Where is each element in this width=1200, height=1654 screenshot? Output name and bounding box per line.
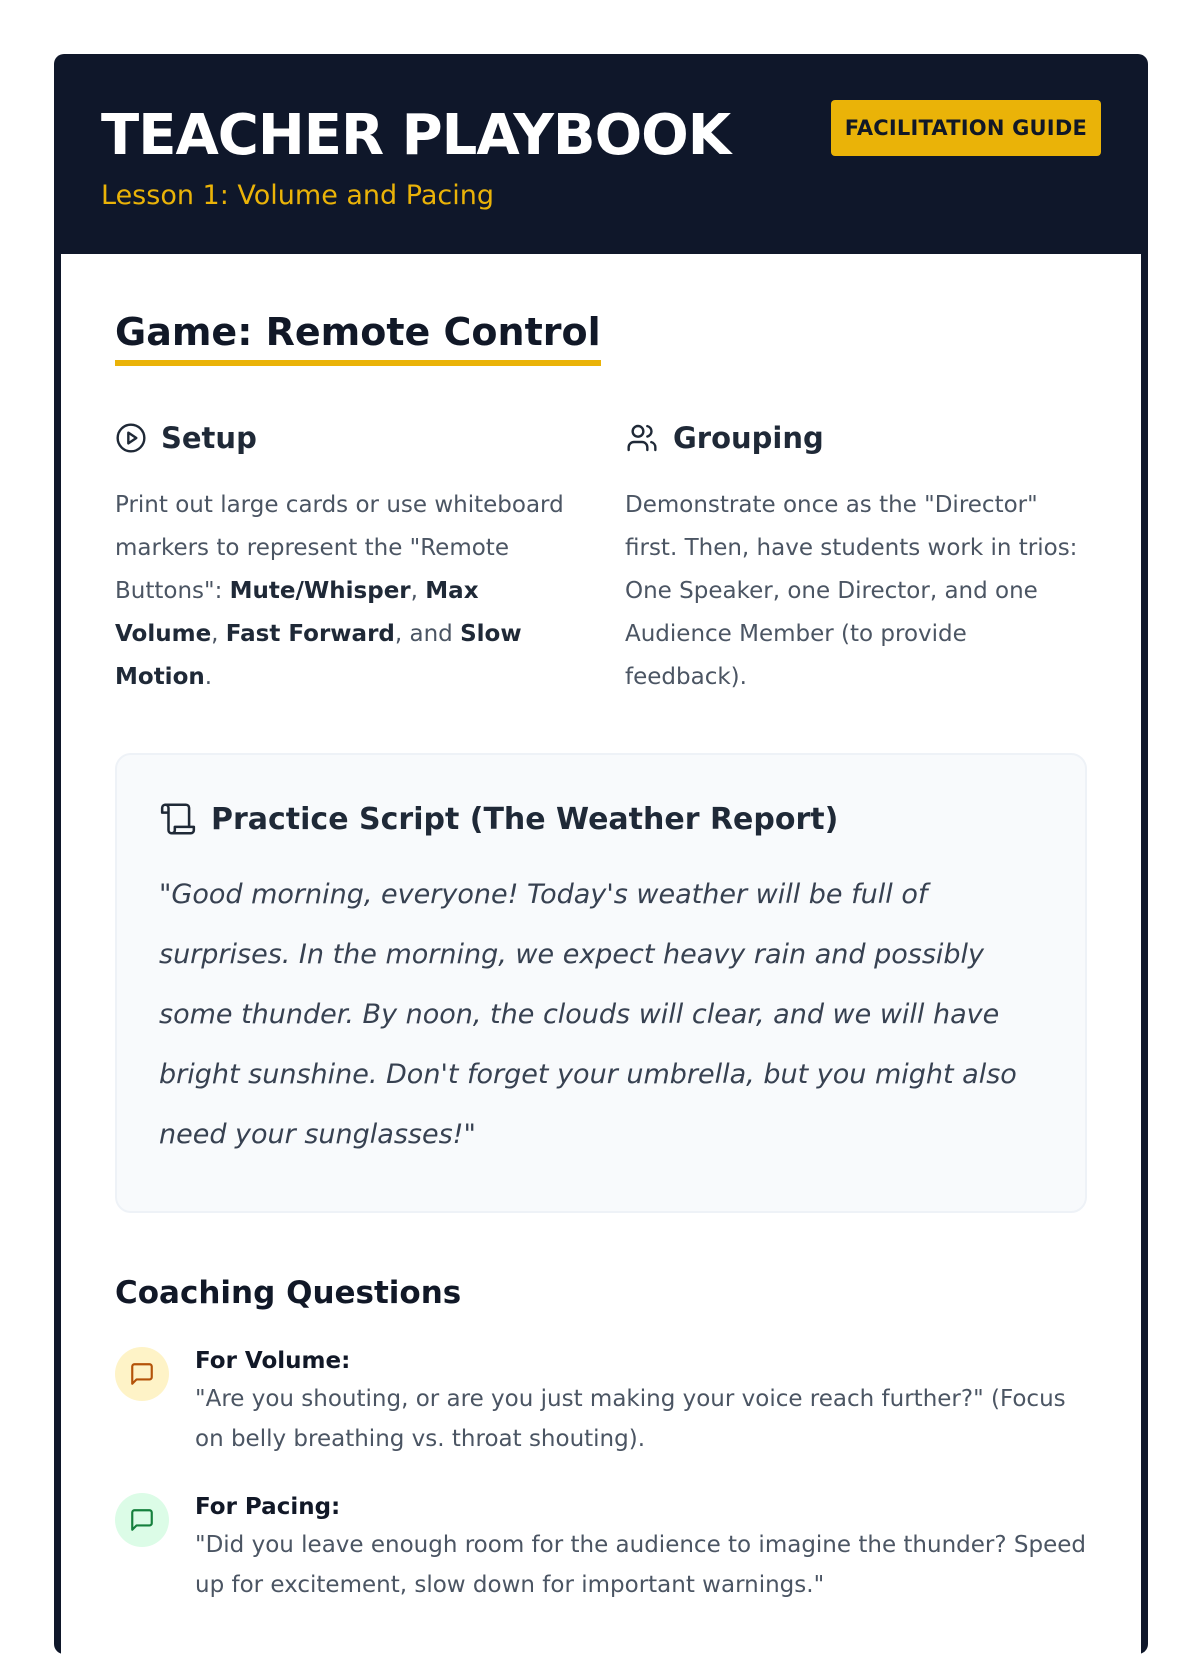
- game-title: Game: Remote Control: [115, 310, 601, 366]
- grouping-text: Demonstrate once as the "Director" first. Then, have students work in trios: One Speaker, one Director, and one Audience Member (to provide feedback).: [625, 492, 1078, 690]
- grouping-heading: [625, 418, 1087, 458]
- script-text: "Good morning, everyone! Today's weather will be full of surprises. In the morning, we expect heavy rain and possibly some thunder. By noon, the clouds will clear, and we will have bright sunshine. Don't forget your umbrella, but you might also need your sunglasses!": [159, 879, 1017, 1150]
- play-circle-icon: [115, 422, 147, 454]
- button-slow-motion: Slow Motion: [115, 621, 522, 690]
- users-icon: [625, 422, 659, 454]
- coaching-heading: Coaching Questions: [115, 1275, 462, 1311]
- script-heading: [159, 795, 1043, 843]
- setup-sep-2: ,: [211, 621, 226, 647]
- coaching-question-pacing: [115, 1491, 1087, 1605]
- scroll-icon: [159, 800, 197, 838]
- practice-script-box: [115, 753, 1087, 1213]
- question-text: "Did you leave enough room for the audience to imagine the thunder? Speed up for excitement, slow down for important warnings.": [195, 1532, 1086, 1598]
- playbook-card: [54, 54, 1148, 1654]
- button-max-volume: Max Volume: [115, 578, 479, 647]
- question-label: For Volume:: [195, 1348, 351, 1374]
- header: [61, 54, 1141, 254]
- grouping-section: [625, 418, 1087, 699]
- button-fast-forward: Fast Forward: [225, 621, 395, 647]
- question-label: For Pacing:: [195, 1494, 341, 1520]
- setup-text: [115, 484, 577, 699]
- script-heading-label: Practice Script (The Weather Report): [211, 801, 839, 837]
- grouping-heading-label: Grouping: [673, 421, 824, 455]
- page-title: TEACHER PLAYBOOK: [101, 103, 731, 168]
- facilitation-guide-badge: FACILITATION GUIDE: [831, 100, 1101, 156]
- setup-sep-3: , and: [394, 621, 461, 647]
- lesson-subtitle: Lesson 1: Volume and Pacing: [101, 180, 494, 211]
- content: [61, 254, 1141, 1654]
- setup-heading-label: Setup: [161, 421, 257, 455]
- info-columns: [115, 418, 1087, 699]
- chat-bubble-icon: [115, 1347, 169, 1401]
- coaching-question-volume: [115, 1345, 1087, 1459]
- question-text: "Are you shouting, or are you just making your voice reach further?" (Focus on belly breathing vs. throat shouting).: [195, 1386, 1066, 1452]
- setup-section: [115, 418, 577, 699]
- setup-heading: [115, 418, 577, 458]
- chat-bubble-icon: [115, 1493, 169, 1547]
- setup-sep-1: ,: [410, 578, 426, 604]
- setup-end: .: [204, 664, 213, 690]
- button-mute-whisper: Mute/Whisper: [229, 578, 411, 604]
- setup-intro: Print out large cards or use whiteboard markers to represent the "Remote Buttons":: [115, 492, 564, 604]
